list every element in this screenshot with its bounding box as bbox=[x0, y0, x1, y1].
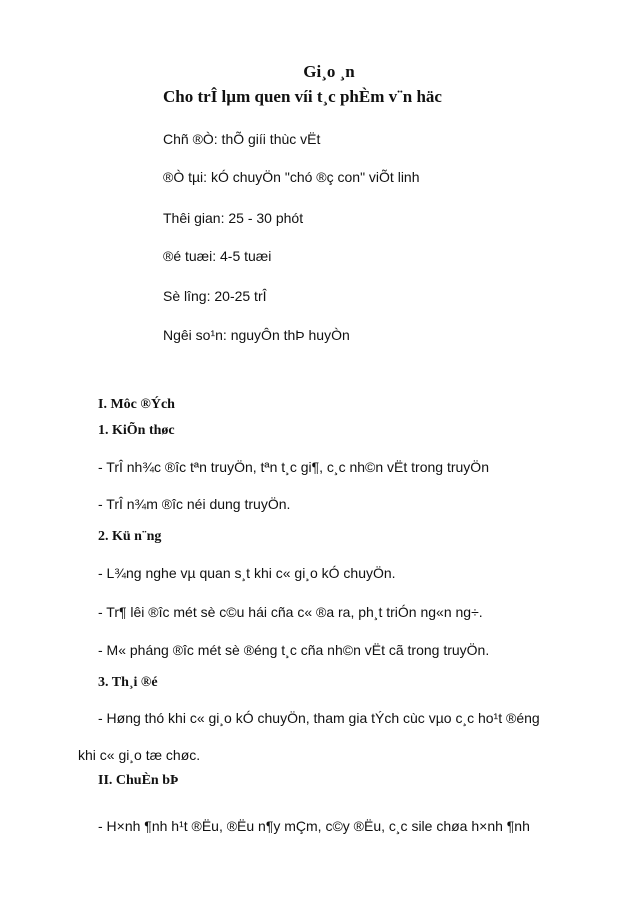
paragraph-knowledge-2: - TrÎ n¾m ®îc néi dung truyÖn. bbox=[98, 496, 291, 512]
subsection-heading-skills: 2. Kü n¨ng bbox=[98, 529, 162, 544]
paragraph-attitude-line1: - Høng thó khi c« gi¸o kÓ chuyÖn, tham gia tÝch cùc vµo c¸c ho¹t ®éng bbox=[98, 710, 540, 726]
info-duration: Thêi gian: 25 - 30 phót bbox=[163, 210, 304, 226]
paragraph-skills-2: - Tr¶ lêi ®îc mét sè c©u hái cña c« ®a ra, ph¸t triÓn ng«n ng÷. bbox=[98, 604, 483, 620]
info-topic: Chñ ®Ò: thÕ giíi thùc vËt bbox=[163, 131, 321, 147]
info-lesson: ®Ò tµi: kÓ chuyÖn "chó ®ç con" viÕt linh bbox=[163, 169, 420, 185]
subsection-heading-attitude: 3. Th¸i ®é bbox=[98, 675, 158, 690]
document-subtitle: Cho trÎ lµm quen víi t¸c phÈm v¨n häc bbox=[163, 87, 442, 106]
document-title: Gi¸o ¸n bbox=[303, 62, 355, 81]
paragraph-preparation-line1: - H×nh ¶nh h¹t ®Ëu, ®Ëu n¶y mÇm, c©y ®Ëu, c¸c sile chøa h×nh ¶nh bbox=[98, 818, 530, 834]
info-count: Sè lîng: 20-25 trÎ bbox=[163, 288, 267, 304]
paragraph-skills-1: - L¾ng nghe vµ quan s¸t khi c« gi¸o kÓ chuyÖn. bbox=[98, 565, 396, 581]
paragraph-skills-3: - M« pháng ®îc mét sè ®éng t¸c cña nh©n vËt cã trong truyÖn. bbox=[98, 642, 490, 658]
paragraph-knowledge-1: - TrÎ nh¾c ®îc tªn truyÖn, tªn t¸c gi¶, c¸c nh©n vËt trong truyÖn bbox=[98, 459, 489, 475]
info-age: ®é tuæi: 4-5 tuæi bbox=[163, 248, 272, 264]
info-author: Ngêi so¹n: nguyÔn thÞ huyÒn bbox=[163, 327, 350, 343]
subsection-heading-knowledge: 1. KiÕn thøc bbox=[98, 423, 175, 438]
section-heading-preparation: II. ChuÈn bÞ bbox=[98, 773, 179, 788]
section-heading-purpose: I. Môc ®Ých bbox=[98, 397, 175, 412]
paragraph-attitude-line2: khi c« gi¸o tæ chøc. bbox=[78, 747, 201, 763]
